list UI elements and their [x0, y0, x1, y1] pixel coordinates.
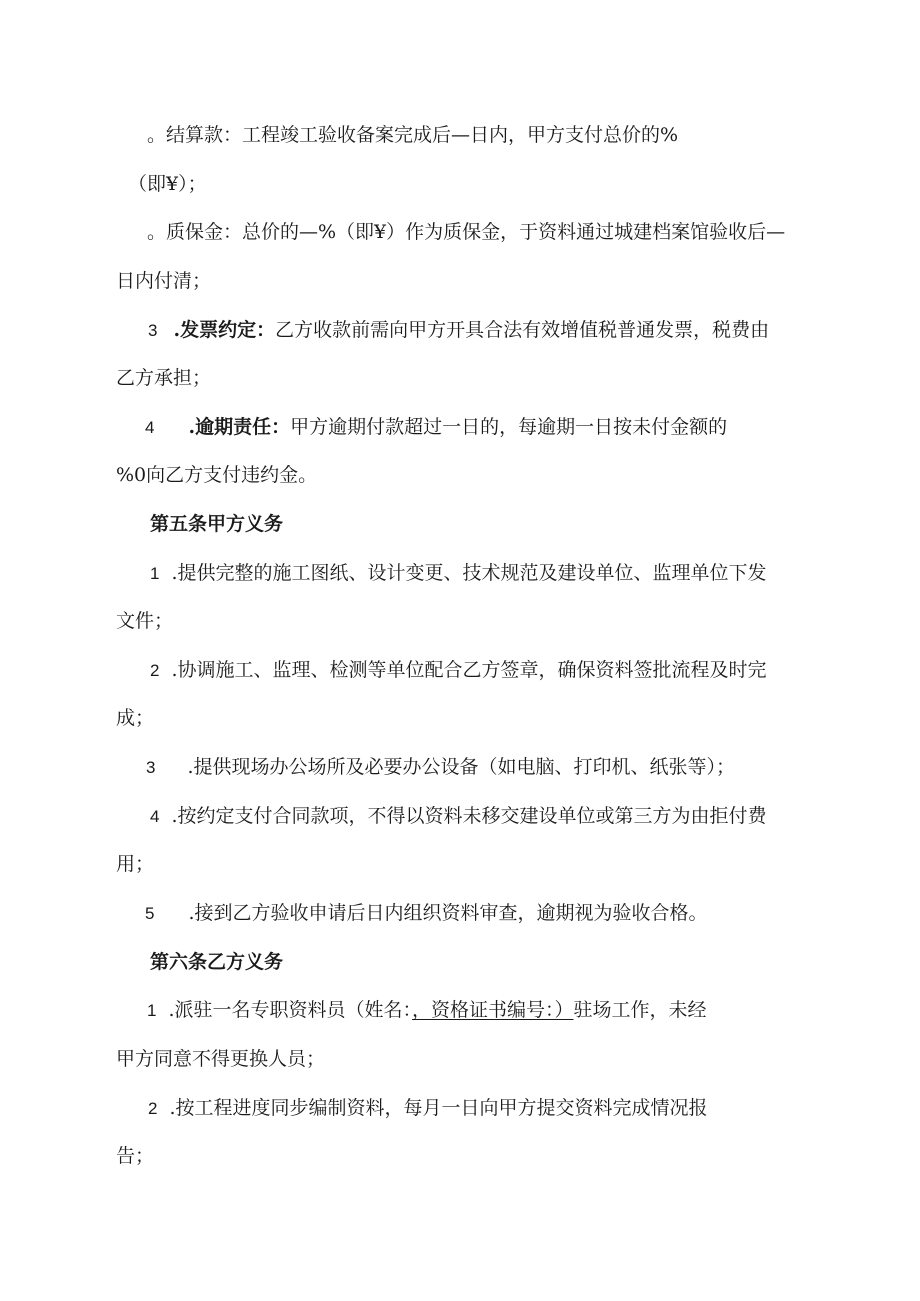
item-number: 4: [145, 418, 155, 437]
item-text: .派驻一名专职资料员（姓名：: [168, 999, 413, 1021]
s6-item-2: [148, 1096, 708, 1121]
item-text: .协调施工、监理、检测等单位配合乙方签章，确保资料签批流程及时完: [171, 659, 767, 681]
overdue-line-2: %0向乙方支付违约金。: [116, 464, 318, 486]
settlement-line-1: 。结算款：工程竣工验收备案完成后—日内，甲方支付总价的%: [147, 124, 679, 146]
s5-item-4-cont: 用；: [116, 853, 155, 875]
s5-item-5: [145, 901, 708, 926]
section-6-title: 第六条乙方义务: [150, 951, 284, 973]
warranty-line-2: 日内付清；: [116, 270, 212, 292]
item-text: .提供完整的施工图纸、设计变更、技术规范及建设单位、监理单位下发: [171, 562, 767, 584]
s5-item-2-cont: 成；: [116, 707, 155, 729]
settlement-line-2: （即¥）；: [128, 173, 207, 195]
item-number: 5: [145, 904, 155, 923]
warranty-line-1: 。质保金：总价的—%（即¥）作为质保金，于资料通过城建档案馆验收后—: [147, 221, 786, 243]
item-text: .按约定支付合同款项，不得以资料未移交建设单位或第三方为由拒付费: [171, 805, 767, 827]
s5-item-1-cont: 文件；: [116, 610, 174, 632]
section-5-title: 第五条甲方义务: [150, 513, 284, 535]
s6-item-1-cont: 甲方同意不得更换人员；: [116, 1048, 326, 1070]
invoice-label: .发票约定：: [173, 319, 276, 341]
s5-item-2: [150, 658, 767, 683]
item-text: .按工程进度同步编制资料，每月一日向甲方提交资料完成情况报: [169, 1097, 708, 1119]
overdue-line-1: [145, 415, 727, 440]
s6-item-2-cont: 告；: [116, 1145, 155, 1167]
s5-item-3: [146, 755, 735, 780]
item-number: 4: [150, 807, 160, 826]
underlined-field: ，资格证书编号：）: [412, 999, 574, 1021]
item-number: 1: [150, 564, 160, 583]
s6-item-1: [147, 998, 707, 1023]
item-number: 1: [147, 1001, 157, 1020]
invoice-line-1: [148, 318, 769, 343]
invoice-text: 乙方收款前需向甲方开具合法有效增值税普通发票，税费由: [275, 319, 770, 341]
item-number: 3: [148, 321, 158, 340]
s5-item-1: [150, 561, 767, 586]
overdue-label: .逾期责任：: [188, 416, 291, 438]
item-number: 2: [148, 1099, 158, 1118]
item-number: 2: [150, 661, 160, 680]
item-text: .接到乙方验收申请后日内组织资料审查，逾期视为验收合格。: [188, 902, 708, 924]
item-number: 3: [146, 758, 156, 777]
item-text: .提供现场办公场所及必要办公设备（如电脑、打印机、纸张等）；: [187, 756, 736, 778]
overdue-text: 甲方逾期付款超过一日的，每逾期一日按未付金额的: [290, 416, 728, 438]
s5-item-4: [150, 804, 767, 829]
item-text-post: 驻场工作，未经: [573, 999, 707, 1021]
invoice-line-2: 乙方承担；: [116, 367, 212, 389]
